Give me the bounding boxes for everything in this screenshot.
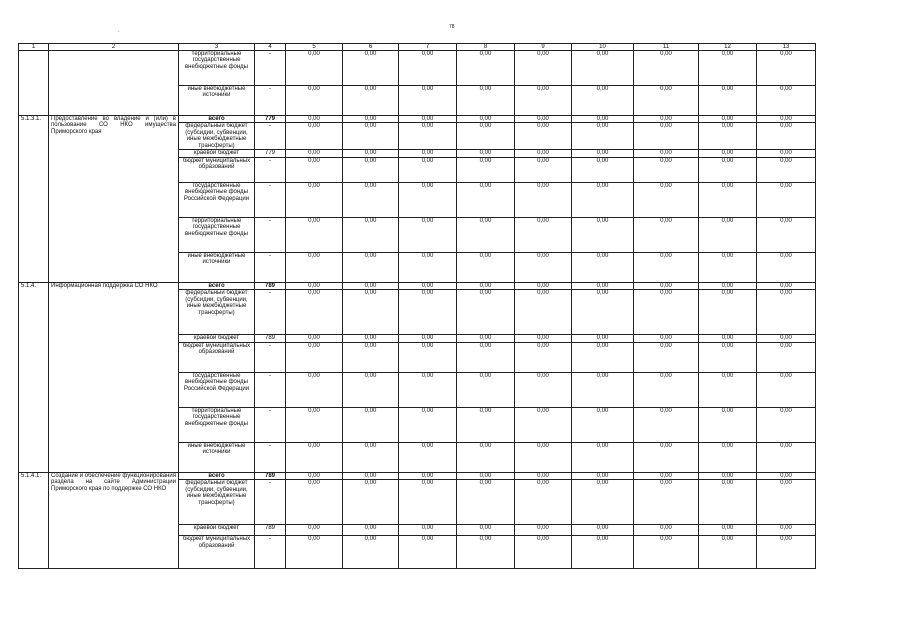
amount-cell: 0,00: [457, 217, 515, 252]
amount-cell: 0,00: [515, 536, 572, 569]
amount-cell: 0,00: [757, 407, 816, 442]
amount-cell: 0,00: [634, 372, 699, 407]
amount-cell: 0,00: [457, 480, 515, 525]
code-value: -: [255, 123, 286, 150]
item-code: 5.1.3.1.: [19, 116, 49, 283]
amount-cell: 0,00: [457, 123, 515, 150]
page-number: 78: [449, 24, 455, 30]
amount-cell: 0,00: [399, 536, 457, 569]
code-value: -: [255, 407, 286, 442]
amount-cell: 0,00: [457, 335, 515, 342]
stray-mark: ·: [118, 29, 120, 35]
amount-cell: 0,00: [515, 86, 572, 116]
code-value: -: [255, 157, 286, 182]
code-value: -: [255, 372, 286, 407]
amount-cell: 0,00: [515, 525, 572, 536]
amount-cell: 0,00: [399, 157, 457, 182]
amount-cell: 0,00: [286, 217, 343, 252]
amount-cell: 0,00: [515, 342, 572, 372]
amount-cell: 0,00: [757, 252, 816, 282]
amount-cell: 0,00: [399, 407, 457, 442]
amount-cell: 0,00: [457, 442, 515, 472]
amount-cell: 0,00: [457, 150, 515, 157]
item-code: 5.1.4.1.: [19, 472, 49, 568]
code-value: 789: [255, 282, 286, 289]
code-value: 789: [255, 525, 286, 536]
amount-cell: 0,00: [572, 182, 634, 217]
amount-cell: 0,00: [572, 407, 634, 442]
amount-cell: 0,00: [286, 150, 343, 157]
item-code: 5.1.4.: [19, 282, 49, 472]
amount-cell: 0,00: [343, 335, 399, 342]
amount-cell: 0,00: [286, 51, 343, 86]
amount-cell: 0,00: [286, 116, 343, 123]
amount-cell: 0,00: [634, 252, 699, 282]
column-header: 1: [19, 44, 49, 51]
amount-cell: 0,00: [572, 116, 634, 123]
code-value: 779: [255, 150, 286, 157]
funding-source: федеральный бюджет (субсидии, субвенции, иные межбюджетные трансферты): [179, 290, 255, 335]
amount-cell: 0,00: [572, 480, 634, 525]
funding-source: иные внебюджетные источники: [179, 252, 255, 282]
amount-cell: 0,00: [286, 123, 343, 150]
amount-cell: 0,00: [572, 525, 634, 536]
amount-cell: 0,00: [572, 335, 634, 342]
amount-cell: 0,00: [343, 217, 399, 252]
amount-cell: 0,00: [572, 252, 634, 282]
amount-cell: 0,00: [757, 442, 816, 472]
amount-cell: 0,00: [515, 290, 572, 335]
amount-cell: 0,00: [286, 252, 343, 282]
column-header-row: [19, 44, 816, 51]
amount-cell: 0,00: [286, 290, 343, 335]
amount-cell: 0,00: [343, 182, 399, 217]
column-header: 6: [343, 44, 399, 51]
amount-cell: 0,00: [634, 536, 699, 569]
amount-cell: 0,00: [757, 290, 816, 335]
amount-cell: 0,00: [634, 116, 699, 123]
code-value: -: [255, 290, 286, 335]
amount-cell: 0,00: [572, 86, 634, 116]
table-row: [19, 51, 816, 86]
amount-cell: 0,00: [399, 217, 457, 252]
amount-cell: 0,00: [343, 157, 399, 182]
table-row: [19, 282, 816, 289]
amount-cell: 0,00: [457, 182, 515, 217]
amount-cell: 0,00: [286, 282, 343, 289]
amount-cell: 0,00: [515, 116, 572, 123]
amount-cell: 0,00: [757, 51, 816, 86]
amount-cell: 0,00: [457, 290, 515, 335]
amount-cell: 0,00: [572, 442, 634, 472]
amount-cell: 0,00: [757, 116, 816, 123]
funding-source: территориальные государственные внебюджетные фонды: [179, 51, 255, 86]
amount-cell: 0,00: [757, 342, 816, 372]
code-value: -: [255, 51, 286, 86]
amount-cell: 0,00: [457, 472, 515, 479]
amount-cell: 0,00: [699, 536, 757, 569]
amount-cell: 0,00: [343, 116, 399, 123]
amount-cell: 0,00: [634, 342, 699, 372]
amount-cell: 0,00: [757, 472, 816, 479]
amount-cell: 0,00: [572, 372, 634, 407]
amount-cell: 0,00: [634, 51, 699, 86]
amount-cell: 0,00: [634, 282, 699, 289]
amount-cell: 0,00: [699, 252, 757, 282]
amount-cell: 0,00: [399, 290, 457, 335]
amount-cell: 0,00: [699, 182, 757, 217]
amount-cell: 0,00: [572, 51, 634, 86]
code-value: 779: [255, 116, 286, 123]
amount-cell: 0,00: [757, 525, 816, 536]
code-value: -: [255, 252, 286, 282]
amount-cell: 0,00: [572, 150, 634, 157]
amount-cell: 0,00: [572, 217, 634, 252]
amount-cell: 0,00: [399, 282, 457, 289]
amount-cell: 0,00: [286, 86, 343, 116]
amount-cell: 0,00: [515, 372, 572, 407]
amount-cell: 0,00: [699, 282, 757, 289]
amount-cell: 0,00: [699, 335, 757, 342]
column-header: 4: [255, 44, 286, 51]
funding-source: бюджет муниципальных образований: [179, 157, 255, 182]
amount-cell: 0,00: [699, 372, 757, 407]
amount-cell: 0,00: [634, 442, 699, 472]
amount-cell: 0,00: [515, 123, 572, 150]
funding-source: территориальные государственные внебюджетные фонды: [179, 407, 255, 442]
amount-cell: 0,00: [634, 480, 699, 525]
amount-cell: 0,00: [757, 217, 816, 252]
amount-cell: 0,00: [399, 525, 457, 536]
item-code: [19, 51, 49, 116]
funding-source: бюджет муниципальных образований: [179, 342, 255, 372]
amount-cell: 0,00: [699, 480, 757, 525]
amount-cell: 0,00: [343, 282, 399, 289]
amount-cell: 0,00: [515, 252, 572, 282]
item-title: [49, 51, 179, 116]
amount-cell: 0,00: [515, 480, 572, 525]
amount-cell: 0,00: [757, 150, 816, 157]
amount-cell: 0,00: [634, 123, 699, 150]
amount-cell: 0,00: [457, 407, 515, 442]
amount-cell: 0,00: [286, 480, 343, 525]
amount-cell: 0,00: [757, 480, 816, 525]
amount-cell: 0,00: [699, 472, 757, 479]
amount-cell: 0,00: [286, 472, 343, 479]
column-header: 7: [399, 44, 457, 51]
amount-cell: 0,00: [757, 282, 816, 289]
amount-cell: 0,00: [457, 86, 515, 116]
amount-cell: 0,00: [399, 86, 457, 116]
table-row: [19, 472, 816, 479]
amount-cell: 0,00: [515, 217, 572, 252]
amount-cell: 0,00: [457, 157, 515, 182]
amount-cell: 0,00: [699, 217, 757, 252]
amount-cell: 0,00: [757, 123, 816, 150]
amount-cell: 0,00: [757, 182, 816, 217]
amount-cell: 0,00: [343, 472, 399, 479]
funding-source: иные внебюджетные источники: [179, 442, 255, 472]
amount-cell: 0,00: [572, 342, 634, 372]
amount-cell: 0,00: [757, 157, 816, 182]
column-header: 2: [49, 44, 179, 51]
amount-cell: 0,00: [699, 150, 757, 157]
amount-cell: 0,00: [515, 407, 572, 442]
budget-table: [18, 43, 816, 569]
amount-cell: 0,00: [457, 372, 515, 407]
code-value: -: [255, 342, 286, 372]
amount-cell: 0,00: [286, 525, 343, 536]
amount-cell: 0,00: [343, 123, 399, 150]
amount-cell: 0,00: [515, 472, 572, 479]
code-value: -: [255, 442, 286, 472]
amount-cell: 0,00: [699, 442, 757, 472]
amount-cell: 0,00: [343, 290, 399, 335]
amount-cell: 0,00: [699, 86, 757, 116]
amount-cell: 0,00: [343, 342, 399, 372]
amount-cell: 0,00: [343, 525, 399, 536]
funding-source: иные внебюджетные источники: [179, 86, 255, 116]
table-row: [19, 116, 816, 123]
funding-source: государственные внебюджетные фонды Российской Федерации: [179, 372, 255, 407]
amount-cell: 0,00: [343, 86, 399, 116]
funding-source: территориальные государственные внебюджетные фонды: [179, 217, 255, 252]
amount-cell: 0,00: [286, 407, 343, 442]
column-header: 12: [699, 44, 757, 51]
amount-cell: 0,00: [572, 536, 634, 569]
amount-cell: 0,00: [457, 536, 515, 569]
funding-source: федеральный бюджет (субсидии, субвенции, иные межбюджетные трансферты): [179, 480, 255, 525]
funding-source: всего: [179, 472, 255, 479]
amount-cell: 0,00: [515, 182, 572, 217]
amount-cell: 0,00: [634, 86, 699, 116]
amount-cell: 0,00: [699, 51, 757, 86]
amount-cell: 0,00: [343, 442, 399, 472]
code-value: -: [255, 480, 286, 525]
amount-cell: 0,00: [399, 123, 457, 150]
amount-cell: 0,00: [634, 407, 699, 442]
code-value: -: [255, 86, 286, 116]
amount-cell: 0,00: [634, 182, 699, 217]
amount-cell: 0,00: [286, 442, 343, 472]
amount-cell: 0,00: [699, 123, 757, 150]
amount-cell: 0,00: [572, 282, 634, 289]
amount-cell: 0,00: [399, 182, 457, 217]
amount-cell: 0,00: [757, 536, 816, 569]
column-header: 9: [515, 44, 572, 51]
amount-cell: 0,00: [572, 157, 634, 182]
code-value: 789: [255, 335, 286, 342]
code-value: -: [255, 182, 286, 217]
amount-cell: 0,00: [572, 123, 634, 150]
amount-cell: 0,00: [343, 536, 399, 569]
column-header: 3: [179, 44, 255, 51]
amount-cell: 0,00: [634, 290, 699, 335]
column-header: 10: [572, 44, 634, 51]
amount-cell: 0,00: [515, 442, 572, 472]
code-value: -: [255, 217, 286, 252]
amount-cell: 0,00: [286, 157, 343, 182]
code-value: -: [255, 536, 286, 569]
funding-source: федеральный бюджет (субсидии, субвенции, иные межбюджетные трансферты): [179, 123, 255, 150]
amount-cell: 0,00: [457, 252, 515, 282]
amount-cell: 0,00: [399, 116, 457, 123]
amount-cell: 0,00: [634, 335, 699, 342]
amount-cell: 0,00: [343, 480, 399, 525]
amount-cell: 0,00: [757, 372, 816, 407]
amount-cell: 0,00: [634, 472, 699, 479]
item-title: Информационная поддержка СО НКО: [49, 282, 179, 472]
amount-cell: 0,00: [572, 472, 634, 479]
column-header: 13: [757, 44, 816, 51]
amount-cell: 0,00: [399, 442, 457, 472]
amount-cell: 0,00: [699, 342, 757, 372]
amount-cell: 0,00: [457, 342, 515, 372]
amount-cell: 0,00: [699, 407, 757, 442]
amount-cell: 0,00: [699, 525, 757, 536]
funding-source: краевой бюджет: [179, 150, 255, 157]
amount-cell: 0,00: [343, 252, 399, 282]
amount-cell: 0,00: [399, 372, 457, 407]
amount-cell: 0,00: [757, 335, 816, 342]
amount-cell: 0,00: [515, 150, 572, 157]
amount-cell: 0,00: [399, 252, 457, 282]
amount-cell: 0,00: [457, 51, 515, 86]
amount-cell: 0,00: [634, 217, 699, 252]
funding-source: краевой бюджет: [179, 525, 255, 536]
amount-cell: 0,00: [286, 335, 343, 342]
amount-cell: 0,00: [457, 525, 515, 536]
column-header: 11: [634, 44, 699, 51]
amount-cell: 0,00: [457, 116, 515, 123]
funding-source: всего: [179, 282, 255, 289]
item-title: Создание и обеспечение функционирования раздела на сайте Администрации Приморского края по поддержке СО НКО: [49, 472, 179, 568]
amount-cell: 0,00: [699, 116, 757, 123]
amount-cell: 0,00: [699, 290, 757, 335]
item-title: Предоставление во владение и (или) в пользование СО НКО имущества Приморского края: [49, 116, 179, 283]
amount-cell: 0,00: [515, 335, 572, 342]
amount-cell: 0,00: [399, 51, 457, 86]
amount-cell: 0,00: [286, 372, 343, 407]
amount-cell: 0,00: [515, 282, 572, 289]
amount-cell: 0,00: [399, 342, 457, 372]
amount-cell: 0,00: [399, 480, 457, 525]
amount-cell: 0,00: [757, 86, 816, 116]
amount-cell: 0,00: [634, 150, 699, 157]
amount-cell: 0,00: [572, 290, 634, 335]
amount-cell: 0,00: [634, 157, 699, 182]
amount-cell: 0,00: [457, 282, 515, 289]
amount-cell: 0,00: [343, 407, 399, 442]
amount-cell: 0,00: [515, 157, 572, 182]
amount-cell: 0,00: [399, 335, 457, 342]
funding-source: государственные внебюджетные фонды Российской Федерации: [179, 182, 255, 217]
amount-cell: 0,00: [286, 342, 343, 372]
amount-cell: 0,00: [634, 525, 699, 536]
code-value: 789: [255, 472, 286, 479]
amount-cell: 0,00: [343, 51, 399, 86]
amount-cell: 0,00: [399, 472, 457, 479]
funding-source: всего: [179, 116, 255, 123]
amount-cell: 0,00: [699, 157, 757, 182]
amount-cell: 0,00: [343, 150, 399, 157]
amount-cell: 0,00: [286, 182, 343, 217]
column-header: 5: [286, 44, 343, 51]
funding-source: краевой бюджет: [179, 335, 255, 342]
amount-cell: 0,00: [343, 372, 399, 407]
amount-cell: 0,00: [399, 150, 457, 157]
funding-source: бюджет муниципальных образований: [179, 536, 255, 569]
amount-cell: 0,00: [515, 51, 572, 86]
column-header: 8: [457, 44, 515, 51]
amount-cell: 0,00: [286, 536, 343, 569]
